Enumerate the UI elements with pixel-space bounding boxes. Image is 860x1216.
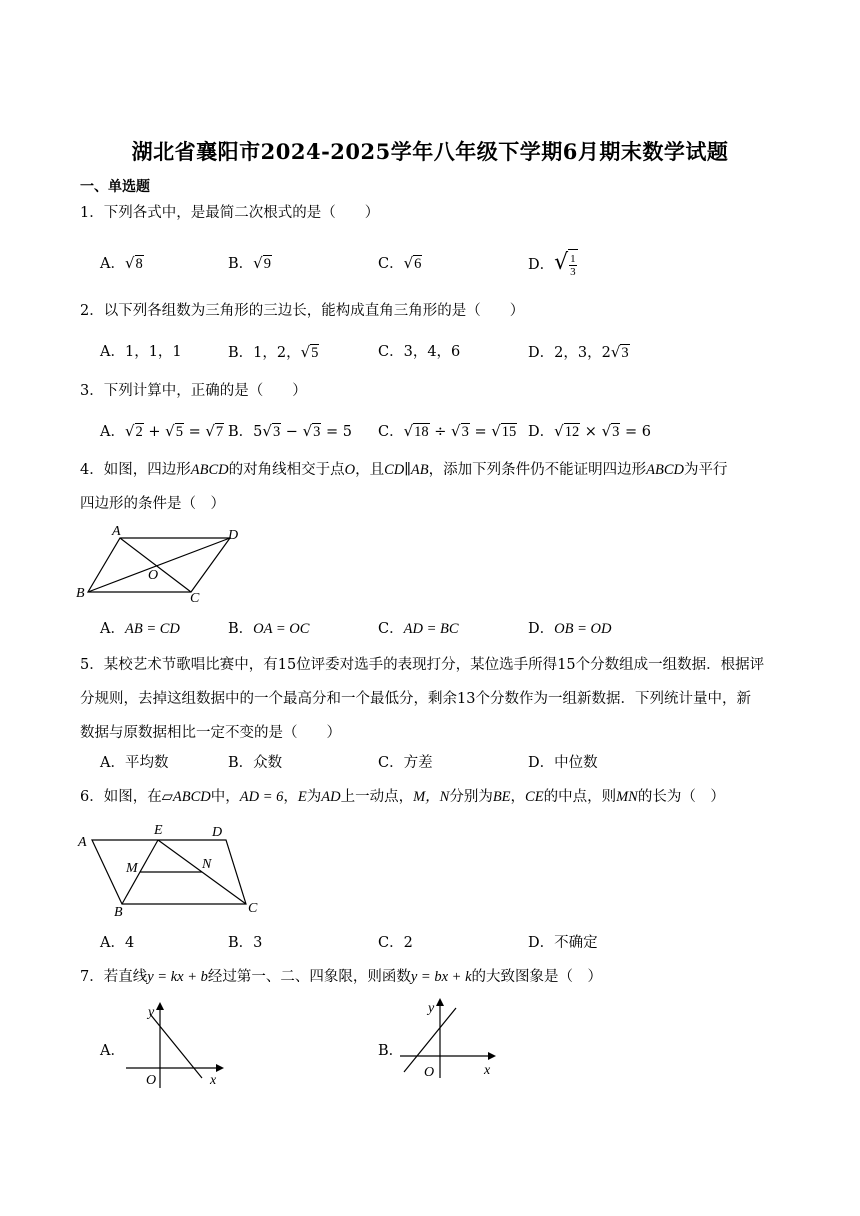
question-3-options	[100, 416, 780, 446]
question-4-options	[100, 614, 780, 644]
label-n: N	[202, 857, 212, 872]
option-c[interactable]: C．√6	[378, 254, 422, 272]
question-3-stem: 3．下列计算中，正确的是（ ）	[80, 383, 307, 399]
question-6-stem: 6．如图，在▱ABCD中，AD = 6，E为AD上一动点，M，N分别为BE，CE的中点，则MN的长为（ ）	[80, 789, 725, 805]
question-5-stem: 5．某校艺术节歌唱比赛中，有15位评委对选手的表现打分，某位选手所得15个分数组成一组数据．根据评 分规则，去掉这组数据中的一个最高分和一个最低分，剩余13个分数作为一组新数据．下列统计量中，新 数据与原数据相比一定不变的是（ ）	[80, 657, 765, 741]
option-c[interactable]: C．方差	[378, 755, 433, 771]
axis-y-label: y	[428, 1001, 435, 1016]
option-a[interactable]: A．平均数	[100, 755, 169, 771]
axis-y-label: y	[148, 1005, 155, 1020]
option-b[interactable]: B．5√3 − √3 = 5	[228, 422, 352, 440]
axis-x-label: x	[210, 1073, 217, 1088]
option-d[interactable]: D．√ $\frac{1}{3}$	[528, 250, 576, 279]
option-c[interactable]: C．3，4，6	[378, 344, 461, 360]
question-7-stem: 7．若直线y = kx + b经过第一、二、四象限，则函数y = bx + k的大致图象是（ ）	[80, 969, 603, 985]
question-1-stem: 1．下列各式中，是最简二次根式的是（ ）	[80, 205, 380, 221]
option-a[interactable]: A．	[100, 1043, 125, 1059]
option-b[interactable]: B．OA = OC	[228, 621, 310, 637]
label-a: A	[112, 524, 121, 539]
option-a[interactable]: A．4	[100, 935, 135, 951]
question-6-options	[100, 928, 780, 958]
option-d[interactable]: D．√12 × √3 = 6	[528, 422, 651, 440]
question-2-stem: 2．以下列各组数为三角形的三边长，能构成直角三角形的是（ ）	[80, 303, 525, 319]
label-m: M	[126, 861, 138, 876]
question-5-options	[100, 748, 780, 778]
origin-label: O	[424, 1065, 435, 1080]
option-b[interactable]: B．	[378, 1043, 404, 1059]
option-d[interactable]: D．中位数	[528, 755, 598, 771]
question-2-options	[100, 337, 780, 367]
question-4-stem: 4．如图，四边形ABCD的对角线相交于点O，且CD∥AB，添加下列条件仍不能证明四边形ABCD为平行 四边形的条件是（ ）	[80, 462, 728, 512]
label-d: D	[212, 825, 223, 840]
parallelogram-figure-q6	[76, 820, 266, 920]
option-a[interactable]: A．√2 + √5 = √7	[100, 422, 224, 440]
label-e: E	[154, 823, 163, 838]
option-c[interactable]: C．√18 ÷ √3 = √15	[378, 422, 517, 440]
graph-option-a	[120, 1000, 230, 1092]
question-1-options	[100, 248, 780, 278]
label-a: A	[78, 835, 87, 850]
label-c: C	[190, 591, 200, 606]
option-c[interactable]: C．2	[378, 935, 413, 951]
option-a[interactable]: A．1，1，1	[100, 344, 182, 360]
page-title: 湖北省襄阳市2024-2025学年八年级下学期6月期末数学试题	[131, 139, 729, 164]
option-c[interactable]: C．AD = BC	[378, 621, 459, 637]
option-a[interactable]: A．√8	[100, 254, 143, 272]
option-b[interactable]: B．√9	[228, 254, 271, 272]
option-a[interactable]: A．AB = CD	[100, 621, 180, 637]
option-b[interactable]: B．3	[228, 935, 263, 951]
option-b[interactable]: B．众数	[228, 755, 283, 771]
option-d[interactable]: D．不确定	[528, 935, 598, 951]
label-d: D	[228, 528, 239, 543]
origin-label: O	[146, 1073, 157, 1088]
option-b[interactable]: B．1，2，√5	[228, 343, 319, 361]
label-c: C	[248, 901, 258, 916]
label-b: B	[76, 586, 85, 601]
label-b: B	[114, 905, 123, 920]
parallelogram-figure-q4	[76, 524, 246, 606]
option-d[interactable]: D．2，3，2√3	[528, 343, 629, 361]
graph-option-b	[398, 996, 508, 1088]
label-o: O	[148, 568, 159, 583]
section-heading: 一、单选题	[80, 179, 150, 195]
axis-x-label: x	[484, 1063, 491, 1078]
option-d[interactable]: D．OB = OD	[528, 621, 612, 637]
